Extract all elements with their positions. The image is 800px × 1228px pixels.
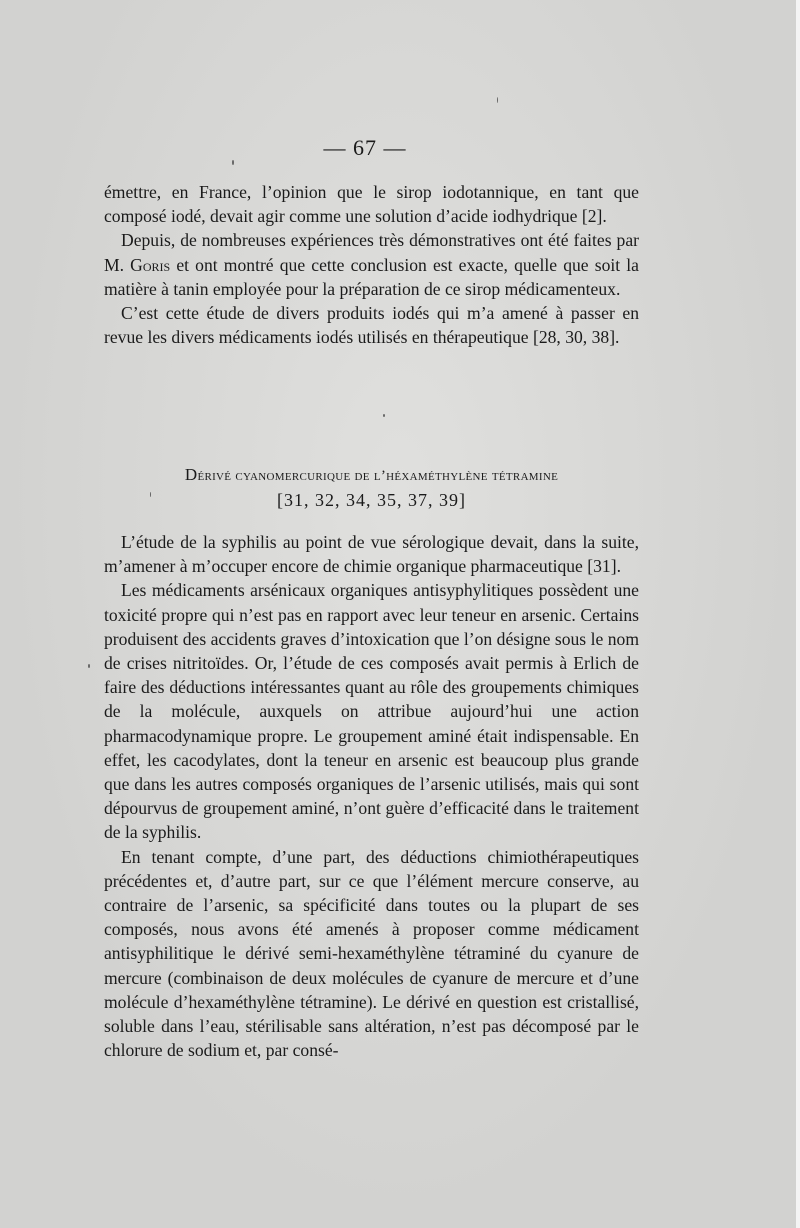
section-heading	[104, 466, 639, 485]
paragraph-etude-iodes: C’est cette étude de divers produits iodés qui m’a amené à passer en revue les divers médicaments iodés utilisés en thérapeutique [28, 30, 38].	[104, 303, 639, 348]
paragraph-mercure: En tenant compte, d’une part, des déductions chimiothérapeutiques précédentes et, d’autre part, sur ce que l’élément mercure conserve, au contraire de l’arsenic, sa spécificité dans toutes ou la plupart de ses composés, nous avons été amenés à proposer comme médicament antisyphilitique le dérivé semi-hexaméthylène tétraminé du cyanure de mercure (combinaison de deux molécules de cyanure de mercure et d’une molécule d’hexaméthylène tétramine). Le dérivé en question est cristallisé, soluble dans l’eau, stérilisable sans altération, n’est pas décomposé par le chlorure de sodium et, par consé-	[104, 846, 639, 1061]
scan-speck	[232, 160, 234, 165]
scan-speck	[150, 492, 151, 497]
author-name-goris: Goris	[130, 254, 171, 275]
scan-speck	[88, 664, 90, 668]
page-edge	[796, 0, 800, 1228]
paragraph-arsenicaux: Les médicaments arsénicaux organiques antisyphylitiques possèdent une toxicité propre qui n’est pas en rapport avec leur teneur en arsenic. Certains produisent des accidents graves d’intoxication que l’on désigne sous le nom de crises nitritoïdes. Or, l’étude de ces composés avait permis à Erlich de faire des déductions intéressantes quant au rôle des groupements chimiques de la molécule, auxquels on attribue aujourd’hui une action pharmacodynamique propre. Le groupement aminé était indispensable. En effet, les cacodylates, dont la teneur en arsenic est beaucoup plus grande que dans les autres composés organiques de l’arsenic utilisés, mais qui sont dépourvus de groupement aminé, n’ont guère d’efficacité dans le traitement de la syphilis.	[104, 580, 639, 843]
section-heading-text: érivé cyanomercurique de l’héxaméthylène tétramine	[197, 468, 559, 484]
goris-text-after: et ont montré que cette conclusion est exacte, quelle que soit la matière à tanin employée pour la préparation de ce sirop médicamenteux.	[104, 254, 639, 299]
paragraph-goris	[104, 228, 639, 301]
goris-text-before: Depuis, de nombreuses expériences très démonstratives ont été faites par M.	[104, 230, 639, 275]
paragraph-syphilis: L’étude de la syphilis au point de vue sérologique devait, dans la suite, m’amener à m’occuper encore de chimie organique pharmaceutique [31].	[104, 532, 639, 577]
scan-speck	[497, 97, 498, 103]
text-block-top	[104, 180, 639, 349]
section-heading-initial: D	[184, 465, 198, 484]
section-heading-refs: [31, 32, 34, 35, 37, 39]	[277, 490, 466, 510]
page-number: — 67 —	[323, 135, 407, 160]
text-block-bottom	[104, 530, 639, 1062]
scan-speck	[383, 414, 385, 417]
paragraph-sirop: émettre, en France, l’opinion que le sirop iodotannique, en tant que composé iodé, devait agir comme une solution d’acide iodhydrique [2].	[104, 182, 639, 227]
